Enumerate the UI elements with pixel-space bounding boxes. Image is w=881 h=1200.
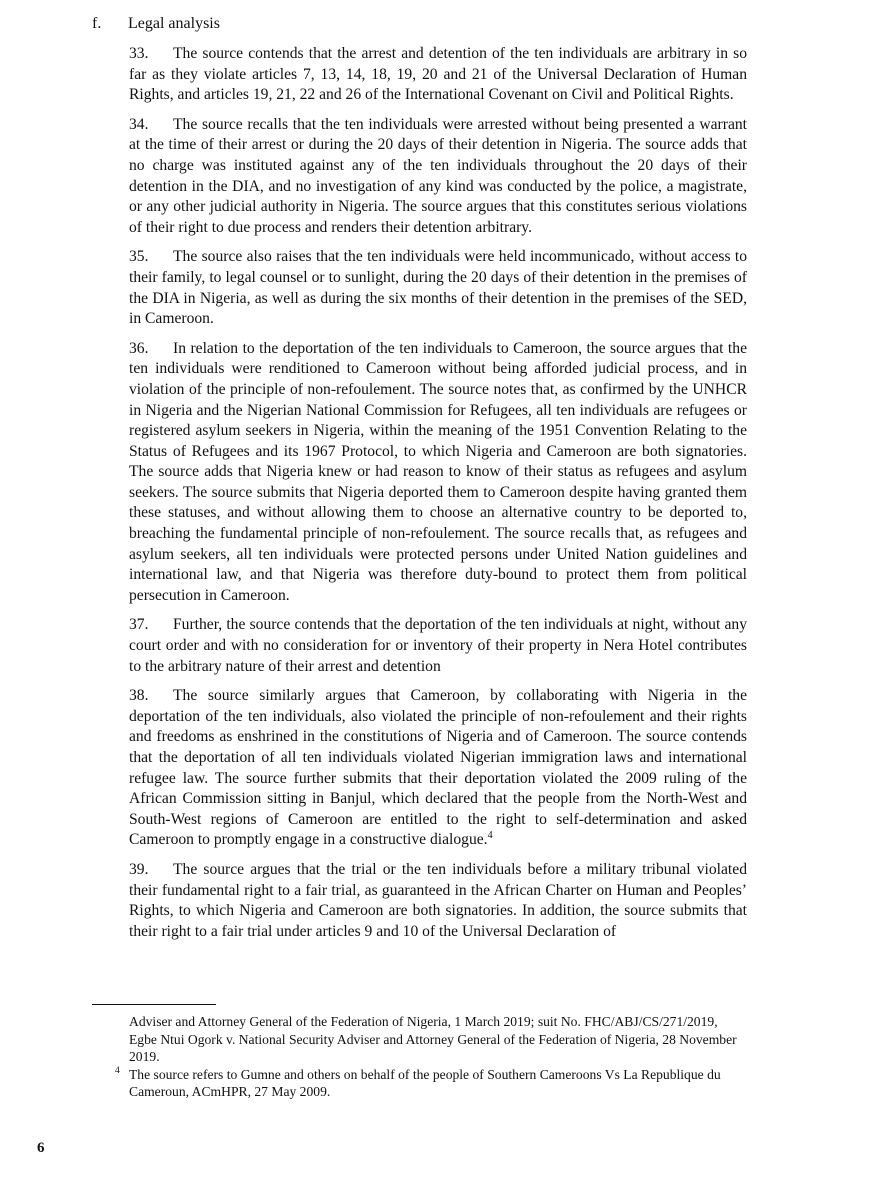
footnote-text: The source refers to Gumne and others on behalf of the people of Southern Cameroons Vs La Republique du Cameroun, ACmHPR, 27 May 2009. — [129, 1066, 721, 1099]
footnote-reference[interactable]: 4 — [487, 830, 493, 842]
paragraph-39 — [129, 860, 747, 942]
paragraph-38 — [129, 686, 747, 851]
paragraph-text: Further, the source contends that the deportation of the ten individuals at night, without any court order and with no consideration for or inventory of their property in Nera Hotel contributes to the arbitrary nature of their arrest and detention — [129, 616, 747, 675]
document-body — [129, 44, 747, 951]
paragraph-text: In relation to the deportation of the ten individuals to Cameroon, the source argues that the ten individuals were renditioned to Cameroon without being afforded judicial process, and in violation of the principle of non-refoulement. The source notes that, as confirmed by the UNHCR in Nigeria and the Nigerian National Commission for Refugees, all ten individuals are refugees or registered asylum seekers in Nigeria, within the meaning of the 1951 Convention Relating to the Status of Refugees and its 1967 Protocol, to which Nigeria and Cameroon are both signatories. The source adds that Nigeria knew or had reason to know of their status as refugees and asylum seekers. The source submits that Nigeria deported them to Cameroon despite having granted them these statuses, and without allowing them to choose an alternative country to be deported to, breaching the fundamental principle of non-refoulement. The source recalls that, as refugees and asylum seekers, all ten individuals were protected persons under United Nation guidelines and international law, and that Nigeria was therefore duty-bound to protect them from political persecution in Cameroon. — [129, 339, 747, 604]
paragraph-text: The source also raises that the ten individuals were held incommunicado, without access to their family, to legal counsel or to sunlight, during the 20 days of their detention in the premises of the DIA in Nigeria, as well as during the six months of their detention in the premises of the SED, in Cameroon. — [129, 248, 747, 328]
paragraph-text: The source similarly argues that Cameroon, by collaborating with Nigeria in the deportation of the ten individuals, also violated the principle of non-refoulement and their rights and freedoms as enshrined in the constitutions of Nigeria and of Cameroon. The source contends that the deportation of all ten individuals violated Nigerian immigration laws and international refugee law. The source further submits that their deportation violated the 2009 ruling of the African Commission sitting in Banjul, which declared that the people from the North-West and South-West regions of Cameroon are entitled to the right to self-determination and asked Cameroon to promptly engage in a constructive dialogue. — [129, 687, 747, 849]
paragraph-number: 38. — [129, 687, 149, 705]
paragraph-number: 33. — [129, 45, 149, 62]
footnote-separator — [92, 1004, 216, 1005]
footnote-4 — [115, 1065, 747, 1101]
paragraph-33 — [129, 44, 747, 106]
paragraph-37 — [129, 615, 747, 677]
page-number: 6 — [37, 1140, 45, 1156]
paragraph-number: 36. — [129, 339, 149, 357]
paragraph-34 — [129, 115, 747, 239]
footnote-mark: 4 — [115, 1065, 120, 1076]
paragraph-36 — [129, 339, 747, 607]
paragraph-text: The source argues that the trial or the ten individuals before a military tribunal violated their fundamental right to a fair trial, as guaranteed in the African Charter on Human and Peoples’ Rights, to which Nigeria and Cameroon are both signatories. In addition, the source submits that their right to a fair trial under articles 9 and 10 of the Universal Declaration of — [129, 860, 747, 940]
section-heading — [92, 14, 220, 34]
section-title: Legal analysis — [128, 15, 220, 32]
paragraph-number: 37. — [129, 616, 149, 634]
paragraph-text: The source contends that the arrest and detention of the ten individuals are arbitrary in so far as they violate articles 7, 13, 14, 18, 19, 20 and 21 of the Universal Declaration of Human Rights, and articles 19, 21, 22 and 26 of the International Covenant on Civil and Political Rights. — [129, 45, 747, 104]
footnote-continued: Adviser and Attorney General of the Federation of Nigeria, 1 March 2019; suit No. FHC/ABJ/CS/271/2019, Egbe Ntui Ogork v. National Security Adviser and Attorney General of the Federation of Nigeria, 28 November 2019. — [129, 1014, 737, 1064]
paragraph-number: 39. — [129, 860, 149, 878]
section-letter: f. — [92, 15, 102, 32]
paragraph-number: 35. — [129, 248, 149, 266]
paragraph-number: 34. — [129, 115, 149, 133]
paragraph-text: The source recalls that the ten individuals were arrested without being presented a warrant at the time of their arrest or during the 20 days of their detention in Nigeria. The source adds that no charge was instituted against any of the ten individuals throughout the 20 days of their detention in the DIA, and no investigation of any kind was conducted by the police, a magistrate, or any other judicial authority in Nigeria. The source argues that this constitutes serious violations of their right to due process and renders their detention arbitrary. — [129, 115, 747, 236]
footnotes — [115, 1013, 747, 1101]
paragraph-35 — [129, 247, 747, 329]
